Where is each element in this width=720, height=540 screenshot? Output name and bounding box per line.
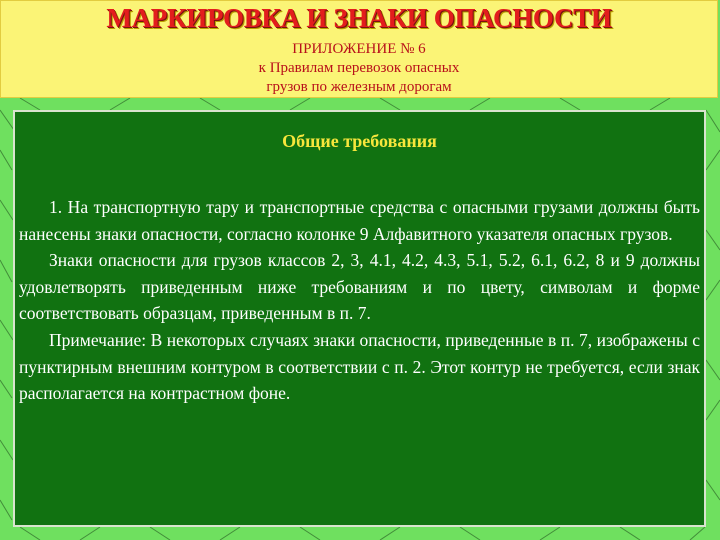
subtitle-line-2: к Правилам перевозок опасных	[258, 60, 460, 76]
paragraph-3: Примечание: В некоторых случаях знаки опасности, приведенные в п. 7, изображены с пунктирным внешним контуром в соответствии с п. 2. Этот контур не требуется, если знак располагается на контрастном фоне.	[19, 329, 700, 404]
body-text	[19, 194, 700, 407]
paragraph-1: 1. На транспортную тару и транспортные средства с опасными грузами должны быть нанесены знаки опасности, согласно колонке 9 Алфавитного указателя опасных грузов.	[19, 197, 700, 244]
appendix-label: ПРИЛОЖЕНИЕ № 6	[292, 41, 426, 57]
section-heading: Общие требования	[282, 131, 437, 151]
paragraph-2: Знаки опасности для грузов классов 2, 3, 4.1, 4.2, 4.3, 5.1, 5.2, 6.1, 6.2, 8 и 9 должны удовлетворять приведенным ниже требованиям и по цвету, символам и форме соответствовать образцам, приведенным в п. 7.	[19, 250, 700, 324]
content-panel	[13, 110, 706, 527]
subtitle-line-3: грузов по железным дорогам	[266, 79, 452, 95]
header-banner	[0, 0, 718, 98]
page-title: МАРКИРОВКА И ЗНАКИ ОПАСНОСТИ	[106, 3, 612, 33]
